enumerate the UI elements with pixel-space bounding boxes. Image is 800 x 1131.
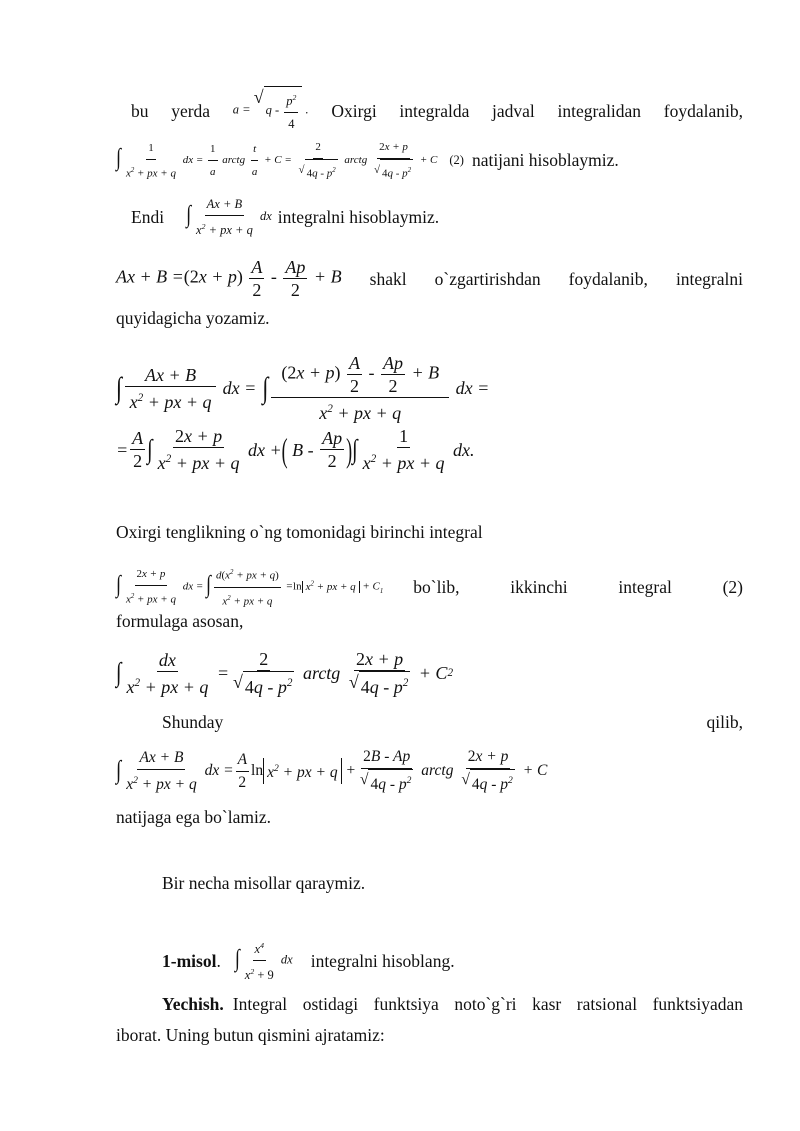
word-oxirgi: Oxirgi — [331, 100, 377, 121]
paragraph-boolib — [116, 562, 743, 612]
text-natijani: natijani hisoblaymiz. — [471, 150, 619, 171]
text-integralni-hisoblaymiz: integralni hisoblaymiz. — [277, 207, 440, 228]
formula-arctg-result: ∫ $\frac{1}{x^2 + px + q}$ dx = $\frac{1}{a}$ arctg $\frac{t}{a}$ + C = 2 √ $4q - p^2$ arctg 2x + p √ $4q - p^2$ + C — [116, 136, 437, 185]
word-2: (2) — [722, 577, 743, 598]
formula-dx-arctg: ∫ $\frac{dx}{x^2 + px + q}$ = 2 √ $4q - p^2$ arctg 2x + p √ $4q - p^2$ + C 2 — [116, 649, 454, 697]
word-ozgartirishdan: o`zgartirishdan — [434, 268, 541, 289]
formula-tag-2: (2) — [449, 153, 464, 168]
word-qilib: qilib, — [706, 712, 743, 732]
paragraph-shakl — [116, 256, 743, 301]
text-yechish-line2: iborat. Uning butun qismini ajratamiz: — [116, 1025, 385, 1045]
text-quyidagicha: quyidagicha yozamiz. — [116, 308, 270, 328]
formula-endi-integral: ∫ $\frac{Ax + B}{x^2 + px + q}$ dx — [186, 193, 272, 241]
word-integralda: integralda — [399, 100, 470, 121]
text-yechish-line1: Integral ostidagi funktsiya noto`g`ri kasr ratsional funktsiyadan — [232, 994, 743, 1014]
formula-misol-integral: ∫ $\frac{x^4}{x^2 + 9}$ dx — [235, 935, 293, 986]
text-integralni-hisoblang: integralni hisoblang. — [310, 950, 455, 971]
word-endi: Endi — [131, 207, 165, 228]
paragraph-yechish-1 — [162, 993, 743, 1015]
text-bir-necha: Bir necha misollar qaraymiz. — [162, 873, 366, 893]
formula-ln-integral: ∫ $\frac{2x + p}{x^2 + px + q}$ dx = ∫ $\frac{d(x^2 + px + q)}{x^2 + px + q}$ =ln $x^2$ + px + $q + C_1$ — [116, 562, 383, 612]
word-foydalanib: foydalanib, — [663, 100, 743, 121]
word-shunday: Shunday — [162, 712, 224, 732]
word-integral: integral — [618, 577, 672, 598]
word-shakl: shakl — [369, 268, 407, 289]
formula-decomposition: Ax + B =(2x + p) $\frac{A}{2}$ - $\frac{Ap}{2}$ + B — [116, 257, 342, 300]
formula-a-definition: a = √ q - $\frac{p^2}{4}$ . — [233, 86, 309, 135]
paragraph-line-1 — [131, 86, 743, 135]
paragraph-shunday — [162, 711, 743, 733]
word-bu: bu — [131, 100, 149, 121]
word-integralidan: integralidan — [557, 100, 642, 121]
paragraph-misol-1 — [162, 935, 455, 986]
paragraph-endi — [131, 193, 439, 241]
formula-big-2: = $\frac{A}{2}$ ∫ $\frac{2x + p}{x^2 + px + q}$ dx + ( B - $\frac{Ap}{2}$ ) ∫ $\frac{1}{x^2 + px + q}$ dx. — [116, 426, 475, 473]
formula-final: ∫ $\frac{Ax + B}{x^2 + px + q}$ dx = $\frac{A}{2}$ ln $x^2$ + px + q + 2B - Ap √ $4q - p^2$ arctg 2x + p √ $4q - p^2$ + C — [116, 746, 547, 796]
text-natijaga: natijaga ega bo`lamiz. — [116, 807, 271, 827]
text-formulaga-asosan: formulaga asosan, — [116, 611, 244, 631]
text-misol-dot: . — [216, 950, 221, 971]
formula-line-2 — [116, 136, 619, 185]
formula-big-1: ∫ $\frac{Ax + B}{x^2 + px + q}$ dx = ∫ (2x + p) $\frac{A}{2}$ - $\frac{Ap}{2}$ + B $x^2$ + px + q dx = — [116, 353, 490, 423]
label-yechish: Yechish. — [162, 994, 224, 1014]
word-foydalanib-2: foydalanib, — [568, 268, 648, 289]
text-oxirgi-tenglik: Oxirgi tenglikning o`ng tomonidagi birinchi integral — [116, 522, 483, 542]
word-ikkinchi: ikkinchi — [510, 577, 568, 598]
word-jadval: jadval — [492, 100, 535, 121]
word-integralni: integralni — [675, 268, 743, 289]
label-1-misol: 1-misol — [162, 950, 217, 971]
word-yerda: yerda — [171, 100, 211, 121]
word-bolib: bo`lib, — [413, 577, 460, 598]
